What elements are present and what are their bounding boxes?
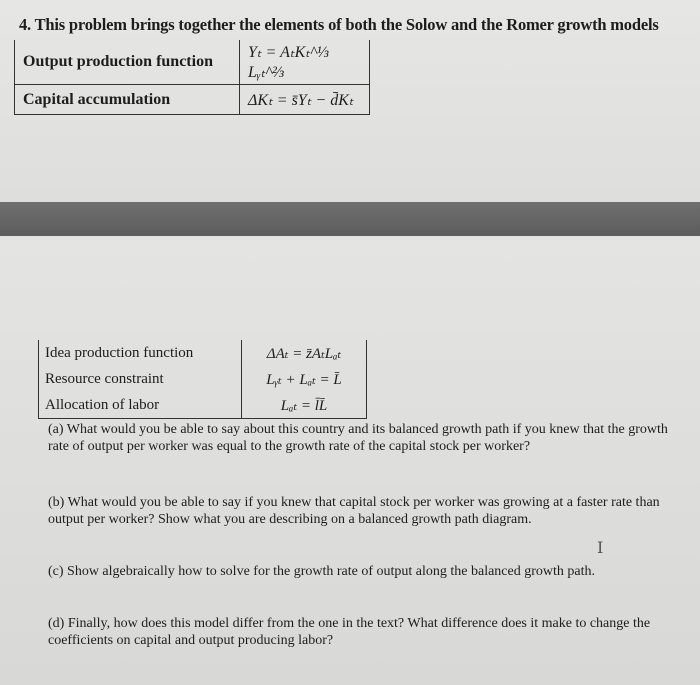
question-c: (c) Show algebraically how to solve for the growth rate of output along the balanced growth path. bbox=[48, 564, 596, 579]
row-label: Allocation of labor bbox=[39, 392, 242, 419]
row-label: Idea production function bbox=[39, 340, 242, 366]
row-equation: Lᵧₜ + Lₐₜ = L̄ bbox=[242, 366, 367, 392]
table-row bbox=[15, 40, 370, 85]
table-row bbox=[39, 340, 367, 366]
text-cursor-icon: I bbox=[597, 538, 604, 557]
row-equation: ΔAₜ = z̄AₜLₐₜ bbox=[242, 340, 367, 366]
question-a: (a) What would you be able to say about this country and its balanced growth path if you knew that the growth rate of output per worker was equal to the growth rate of the capital stock per worker? bbox=[48, 422, 668, 454]
question-b: (b) What would you be able to say if you knew that capital stock per worker was growing at a faster rate than output per worker? Show what you are describing on a balanced growth path diagram. bbox=[48, 495, 660, 527]
question-d: (d) Finally, how does this model differ from the one in the text? What difference does it make to change the coefficients on capital and output producing labor? bbox=[48, 616, 651, 648]
row-equation: Lₐₜ = l̄L̄ bbox=[242, 392, 367, 419]
table-row bbox=[39, 392, 367, 419]
table-row bbox=[15, 85, 370, 115]
solow-model-table bbox=[14, 40, 370, 115]
problem-heading: 4. This problem brings together the elements of both the Solow and the Romer growth models bbox=[19, 15, 659, 34]
screen-divider-band bbox=[0, 202, 700, 236]
row-label: Capital accumulation bbox=[15, 85, 240, 115]
row-equation: ΔKₜ = s̄Yₜ − d̄Kₜ bbox=[240, 85, 370, 115]
row-label: Resource constraint bbox=[39, 366, 242, 392]
romer-model-table bbox=[38, 340, 367, 419]
table-row bbox=[39, 366, 367, 392]
row-equation: Yₜ = AₜKₜ^⅓ Lᵧₜ^⅔ bbox=[240, 40, 370, 85]
row-label: Output production function bbox=[15, 40, 240, 85]
